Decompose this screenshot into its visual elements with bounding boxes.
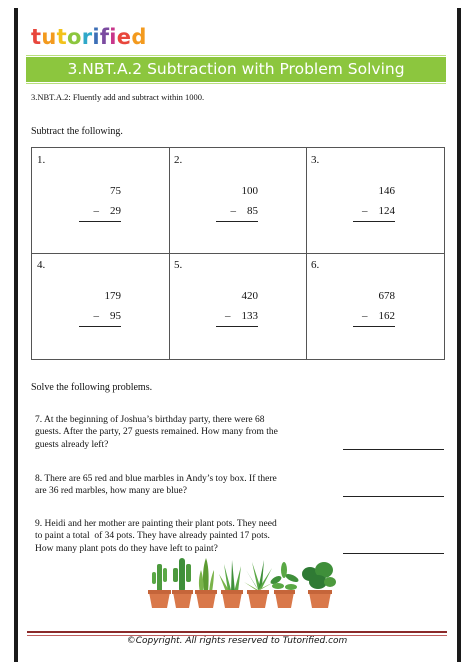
problem-line: 9. Heidi and her mother are painting their plant pots. They need	[35, 519, 277, 529]
subtrahend-row	[225, 310, 258, 322]
subtrahend-row	[362, 205, 395, 217]
plant-icon	[302, 562, 336, 608]
answer-line-7[interactable]	[343, 449, 444, 450]
plant-icon	[148, 564, 171, 608]
worksheet-title: 3.NBT.A.2 Subtraction with Problem Solving	[26, 57, 446, 82]
answer-line[interactable]	[79, 221, 121, 222]
problem-line: to paint a total of 34 pots. They have already painted 17 pots.	[35, 531, 270, 542]
subtrahend: 85	[247, 205, 258, 217]
minus-sign: –	[362, 310, 368, 322]
problem-line: guests already left?	[35, 439, 109, 450]
subtraction-cell	[306, 253, 443, 358]
subtrahend: 162	[378, 310, 395, 322]
plant-icon	[244, 560, 274, 608]
problem-number: 1.	[37, 154, 46, 166]
section2-instruction: Solve the following problems.	[31, 382, 153, 393]
logo-letter: r	[81, 25, 93, 49]
subtrahend-row	[231, 205, 259, 217]
problem-number: 5.	[174, 259, 183, 271]
problem-line: 7. At the beginning of Joshua’s birthday party, there were 68	[35, 415, 265, 425]
footer-rule	[27, 631, 447, 633]
answer-line[interactable]	[353, 221, 395, 222]
logo-letter: e	[116, 25, 132, 49]
plant-icon	[269, 562, 299, 608]
answer-line[interactable]	[216, 221, 258, 222]
subtraction-cell	[32, 253, 169, 358]
word-problem-7	[35, 414, 307, 451]
answer-line[interactable]	[216, 326, 258, 327]
minus-sign: –	[93, 205, 99, 217]
subtrahend-row	[94, 205, 122, 217]
copyright-footer: ©Copyright. All rights reserved to Tutorified.com	[126, 636, 348, 646]
plant-icon	[195, 558, 217, 608]
problem-number: 2.	[174, 154, 183, 166]
problem-line: How many plant pots do they have left to paint?	[35, 543, 218, 554]
minus-sign: –	[93, 310, 99, 322]
subtrahend-row	[94, 310, 122, 322]
page-border-left	[14, 8, 18, 662]
logo-letter: d	[131, 25, 147, 49]
plant-icon	[172, 558, 193, 608]
answer-line[interactable]	[79, 326, 121, 327]
standard-description: 3.NBT.A.2: Fluently add and subtract within 1000.	[31, 92, 205, 102]
subtraction-cell	[306, 148, 443, 253]
problem-line: are 36 red marbles, how many are blue?	[35, 486, 187, 497]
answer-line-8[interactable]	[343, 496, 444, 497]
problem-line: 8. There are 65 red and blue marbles in Andy’s toy box. If there	[35, 474, 277, 484]
subtrahend-row	[362, 310, 395, 322]
plant-icon	[219, 560, 243, 608]
minus-sign: –	[230, 205, 236, 217]
logo-letter: o	[66, 25, 82, 49]
minus-sign: –	[225, 310, 231, 322]
subtraction-cell	[169, 253, 306, 358]
logo-letter: i	[92, 25, 100, 49]
page-border-right	[457, 8, 461, 662]
logo-letter: u	[41, 25, 57, 49]
problem-number: 4.	[37, 259, 46, 271]
answer-line-9[interactable]	[343, 553, 444, 554]
minuend: 678	[378, 290, 395, 302]
problem-number: 6.	[311, 259, 320, 271]
word-problem-9	[35, 518, 307, 555]
potted-plants-image	[146, 556, 336, 610]
problem-number: 3.	[311, 154, 320, 166]
subtrahend: 124	[378, 205, 395, 217]
minuend: 420	[241, 290, 258, 302]
subtrahend: 29	[110, 205, 121, 217]
logo-letter: f	[99, 25, 110, 49]
minuend: 146	[378, 185, 395, 197]
logo-letter: i	[109, 25, 117, 49]
subtrahend: 95	[110, 310, 121, 322]
problem-line: guests. After the party, 27 guests remained. How many from the	[35, 427, 278, 438]
subtraction-cell	[32, 148, 169, 253]
subtraction-cell	[169, 148, 306, 253]
section1-instruction: Subtract the following.	[31, 126, 123, 137]
minus-sign: –	[362, 205, 368, 217]
minuend: 75	[110, 185, 121, 197]
subtraction-grid	[31, 147, 445, 360]
logo-letter: t	[31, 25, 42, 49]
subtrahend: 133	[241, 310, 258, 322]
word-problem-8	[35, 473, 307, 498]
logo-letter: t	[56, 25, 67, 49]
minuend: 100	[241, 185, 258, 197]
minuend: 179	[104, 290, 121, 302]
answer-line[interactable]	[353, 326, 395, 327]
tutorified-logo	[31, 27, 147, 48]
